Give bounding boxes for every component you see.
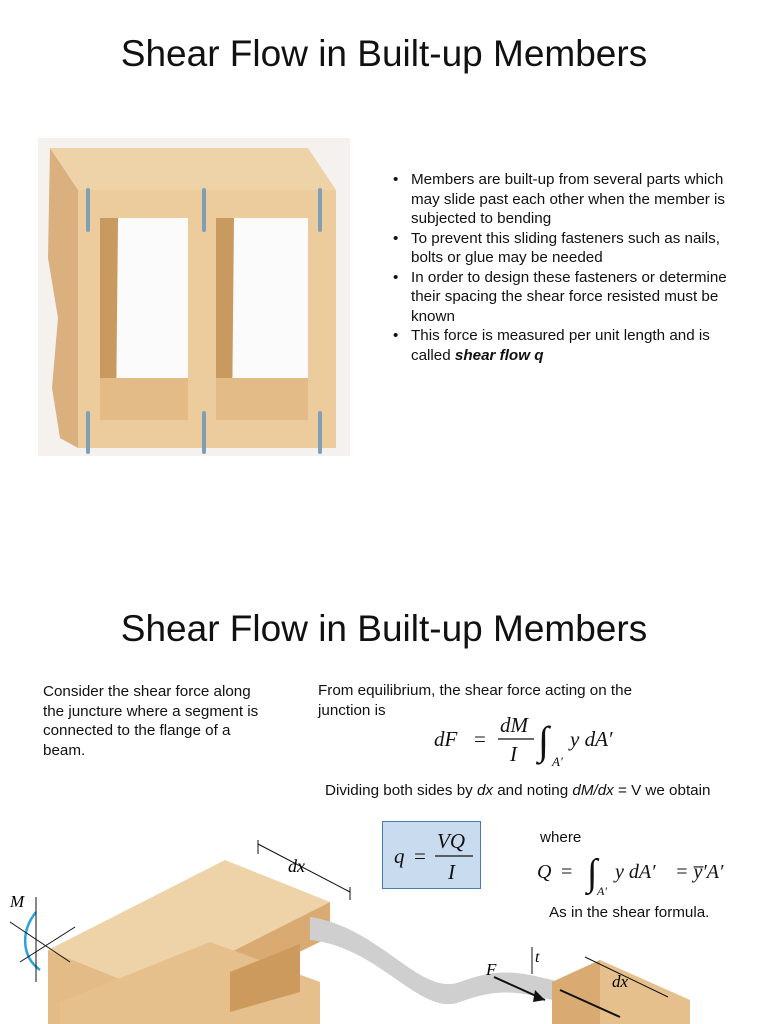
svg-text:=: =: [414, 844, 426, 868]
eq-q-lhs: q: [394, 844, 405, 868]
dividing-text: Dividing both sides by dx and noting dM/dx = V we obtain: [325, 782, 711, 799]
F-label: F: [486, 960, 497, 979]
eq-q-num: VQ: [437, 829, 465, 853]
bullet-item: • To prevent this sliding fasteners such as nails, bolts or glue may be needed: [393, 229, 743, 268]
t-label: t: [535, 949, 540, 966]
slide2-title: Shear Flow in Built-up Members: [120, 608, 648, 649]
equilibrium-text: From equilibrium, the shear force acting on the junction is: [318, 682, 633, 719]
eq-dF-integrand: y dA′: [570, 727, 613, 751]
built-up-box-beam-image: [38, 138, 350, 456]
slide1-title: Shear Flow in Built-up Members: [120, 33, 648, 74]
dx-label-small: dx: [612, 972, 629, 991]
svg-text:=: =: [474, 727, 486, 751]
eq-dF-sub: A′: [552, 754, 563, 769]
slide1-bullet-list: [393, 170, 743, 365]
shear-flow-emphasis: shear flow q: [454, 346, 544, 364]
eq-Q-integrand: y dA′: [615, 861, 656, 883]
eq-dF-num: dM: [500, 713, 528, 737]
where-label: where: [540, 829, 582, 846]
eq-Q-lhs: Q: [537, 861, 552, 883]
bullet-item: • Members are built-up from several parts which may slide past each other when the member is subjected to bending: [393, 170, 743, 229]
bullet-item: • In order to design these fasteners or determine their spacing the shear force resisted must be known: [393, 268, 743, 327]
svg-text:=: =: [561, 861, 573, 883]
beam-segment-figure: [0, 832, 768, 1024]
svg-text:∫: ∫: [538, 718, 549, 763]
eq-Q-rhs: = y̅′A′: [675, 861, 724, 883]
svg-text:∫: ∫: [587, 852, 598, 894]
eq-dF-den: I: [510, 742, 517, 766]
consider-text: Consider the shear force along the juncture where a segment is connected to the flange of a beam.: [43, 683, 259, 759]
eq-q-den: I: [448, 860, 455, 884]
moment-label: M: [10, 892, 25, 911]
shear-formula-note: As in the shear formula.: [549, 904, 710, 921]
eq-dF-lhs: dF: [434, 727, 458, 751]
equation-dF: [430, 708, 640, 772]
bullet-item: • This force is measured per unit length and is called shear flow q: [393, 326, 743, 365]
eq-Q-sub: A′: [597, 884, 607, 898]
dx-label-top: dx: [288, 856, 305, 876]
